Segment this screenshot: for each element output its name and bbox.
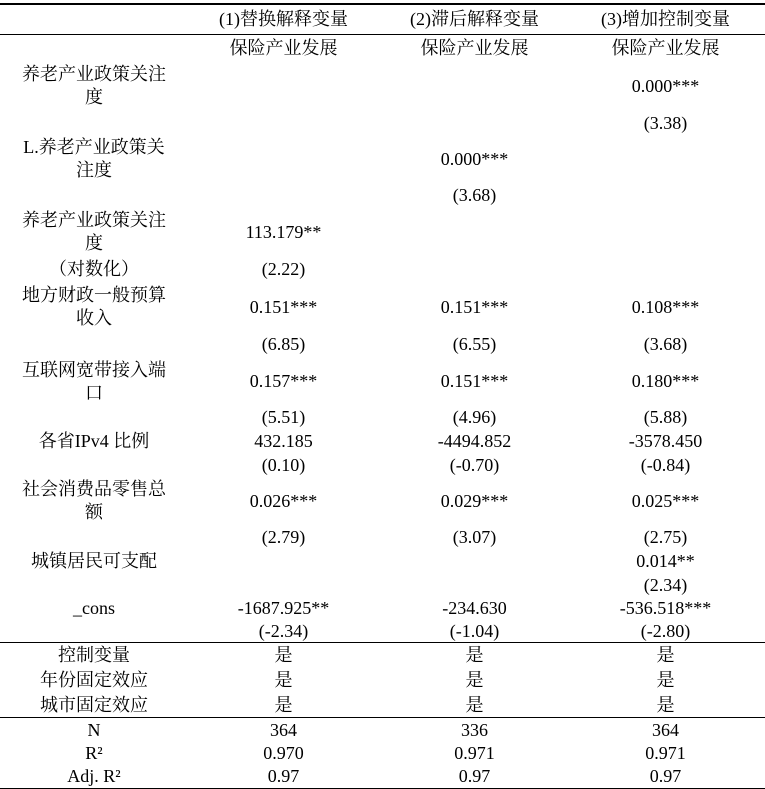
- t-stat-row: [0, 331, 765, 358]
- variable-label-line: 注度: [76, 160, 112, 180]
- control-row: [0, 643, 765, 668]
- control-value: 是: [656, 694, 675, 715]
- control-value: 是: [465, 645, 484, 665]
- t-statistic: (-0.70): [449, 454, 500, 475]
- stat-value: 0.97: [458, 766, 491, 786]
- variable-label: [0, 284, 188, 330]
- control-row: [0, 693, 765, 717]
- t-statistic: (3.07): [452, 526, 497, 547]
- variable-label-line: 养老产业政策关注: [22, 210, 166, 230]
- dependent-variable-row: [0, 35, 765, 61]
- stat-value: 0.971: [645, 743, 686, 763]
- t-statistic: (2.79): [261, 526, 306, 547]
- coefficient: 0.026***: [249, 490, 318, 511]
- control-row: [0, 668, 765, 693]
- model-1-dependent: 保险产业发展: [229, 37, 338, 58]
- t-statistic: (2.75): [643, 526, 688, 547]
- model-3-dependent: 保险产业发展: [611, 37, 720, 58]
- coef-row: [0, 358, 765, 405]
- control-label: 年份固定效应: [40, 670, 148, 690]
- stat-value: 364: [652, 719, 679, 740]
- coef-row: [0, 136, 765, 182]
- coef-row: [0, 477, 765, 525]
- t-statistic: (2.34): [643, 574, 688, 595]
- t-statistic: (-1.04): [449, 621, 500, 641]
- variable-label-line: _cons: [73, 598, 115, 618]
- coefficient: -4494.852: [437, 430, 512, 451]
- t-stat-row: [0, 256, 765, 283]
- t-stat-row: [0, 182, 765, 208]
- t-statistic: (0.10): [261, 454, 306, 475]
- variable-label-line: 地方财政一般预算: [22, 285, 166, 305]
- variable-label-line: L.养老产业政策关: [23, 137, 165, 157]
- t-stat-row: [0, 620, 765, 642]
- control-value: 是: [274, 670, 293, 690]
- control-value: 是: [465, 670, 484, 690]
- model-2-dependent: 保险产业发展: [420, 37, 529, 58]
- variable-label-line: 口: [85, 382, 103, 403]
- t-statistic: (3.38): [643, 113, 688, 133]
- t-statistic: (4.96): [452, 406, 497, 427]
- stat-label: Adj. R²: [67, 766, 121, 786]
- control-value: 是: [465, 694, 484, 715]
- variable-label: [0, 359, 188, 405]
- coef-row: [0, 597, 765, 620]
- variable-label: [0, 136, 188, 182]
- variable-label-line: 养老产业政策关注: [22, 64, 166, 84]
- t-statistic: (2.22): [261, 259, 306, 279]
- coefficient: 0.151***: [440, 296, 509, 317]
- coef-row: [0, 208, 765, 256]
- variable-label: [0, 478, 188, 524]
- coefficient: 0.014**: [636, 550, 695, 571]
- control-label: 城市固定效应: [40, 694, 148, 715]
- stat-value: 336: [461, 719, 488, 740]
- coefficient: 0.157***: [249, 371, 318, 391]
- t-statistic: (5.51): [261, 406, 306, 427]
- t-stat-row: [0, 111, 765, 136]
- variable-label-line: 互联网宽带接入端: [22, 359, 166, 380]
- model-3-title: (3)增加控制变量: [601, 9, 730, 29]
- control-value: 是: [274, 694, 293, 715]
- variable-label: [0, 430, 188, 453]
- stat-row: [0, 765, 765, 788]
- variable-label-line: 收入: [76, 308, 112, 328]
- variable-label-note: （对数化）: [49, 259, 139, 279]
- coefficient: -536.518***: [619, 598, 712, 618]
- stat-row: [0, 718, 765, 742]
- variable-label: [0, 550, 188, 573]
- variable-label: [0, 597, 188, 620]
- coefficient: 113.179**: [245, 221, 322, 242]
- coefficient: 0.151***: [249, 296, 318, 317]
- t-statistic: (-2.34): [258, 621, 309, 641]
- stat-label: N: [87, 719, 101, 740]
- coef-row: [0, 61, 765, 111]
- stat-row: [0, 742, 765, 765]
- stat-value: 0.97: [267, 766, 300, 786]
- stat-value: 0.97: [649, 766, 682, 786]
- coefficient: 0.108***: [631, 296, 700, 317]
- t-statistic: (3.68): [452, 184, 497, 205]
- stat-value: 0.971: [454, 743, 495, 763]
- stat-label: R²: [85, 743, 103, 763]
- model-1-title: (1)替换解释变量: [219, 9, 348, 29]
- t-statistic: (5.88): [643, 406, 688, 427]
- variable-label-line: 社会消费品零售总: [22, 479, 166, 499]
- control-value: 是: [656, 645, 675, 665]
- variable-label-line: 度: [85, 87, 103, 107]
- coef-row: [0, 549, 765, 573]
- t-stat-row: [0, 405, 765, 429]
- variable-label-line: 各省IPv4 比例: [38, 430, 150, 451]
- variable-label-line: 额: [85, 502, 103, 522]
- model-2-title: (2)滞后解释变量: [410, 9, 539, 29]
- coefficient: -3578.450: [628, 430, 703, 451]
- variable-label: [0, 209, 188, 255]
- t-statistic: (3.68): [643, 334, 688, 354]
- model-header-row: [0, 5, 765, 34]
- stat-value: 364: [270, 719, 297, 740]
- t-statistic: (6.85): [261, 334, 306, 354]
- control-value: 是: [274, 645, 293, 665]
- t-statistic: (6.55): [452, 334, 497, 354]
- coefficient: 0.029***: [440, 490, 509, 511]
- control-value: 是: [656, 670, 675, 690]
- t-stat-row: [0, 453, 765, 477]
- t-statistic: (-0.84): [640, 454, 691, 475]
- coefficient: 0.025***: [631, 490, 700, 511]
- coefficient: 0.000***: [631, 75, 700, 96]
- control-label: 控制变量: [58, 645, 130, 665]
- coefficient: -234.630: [442, 598, 507, 618]
- coefficient: 0.180***: [631, 371, 700, 391]
- coefficient: -1687.925**: [237, 598, 330, 618]
- t-stat-row: [0, 573, 765, 597]
- coefficient: 0.151***: [440, 371, 509, 391]
- stat-value: 0.970: [263, 743, 304, 763]
- coef-row: [0, 429, 765, 453]
- variable-label-line: 城镇居民可支配: [31, 550, 157, 571]
- t-stat-row: [0, 525, 765, 549]
- t-statistic: (-2.80): [640, 621, 691, 641]
- variable-label: [0, 63, 188, 109]
- variable-label-line: 度: [85, 233, 103, 253]
- coefficient: 432.185: [254, 430, 313, 451]
- coef-row: [0, 283, 765, 331]
- coefficient: 0.000***: [440, 148, 509, 169]
